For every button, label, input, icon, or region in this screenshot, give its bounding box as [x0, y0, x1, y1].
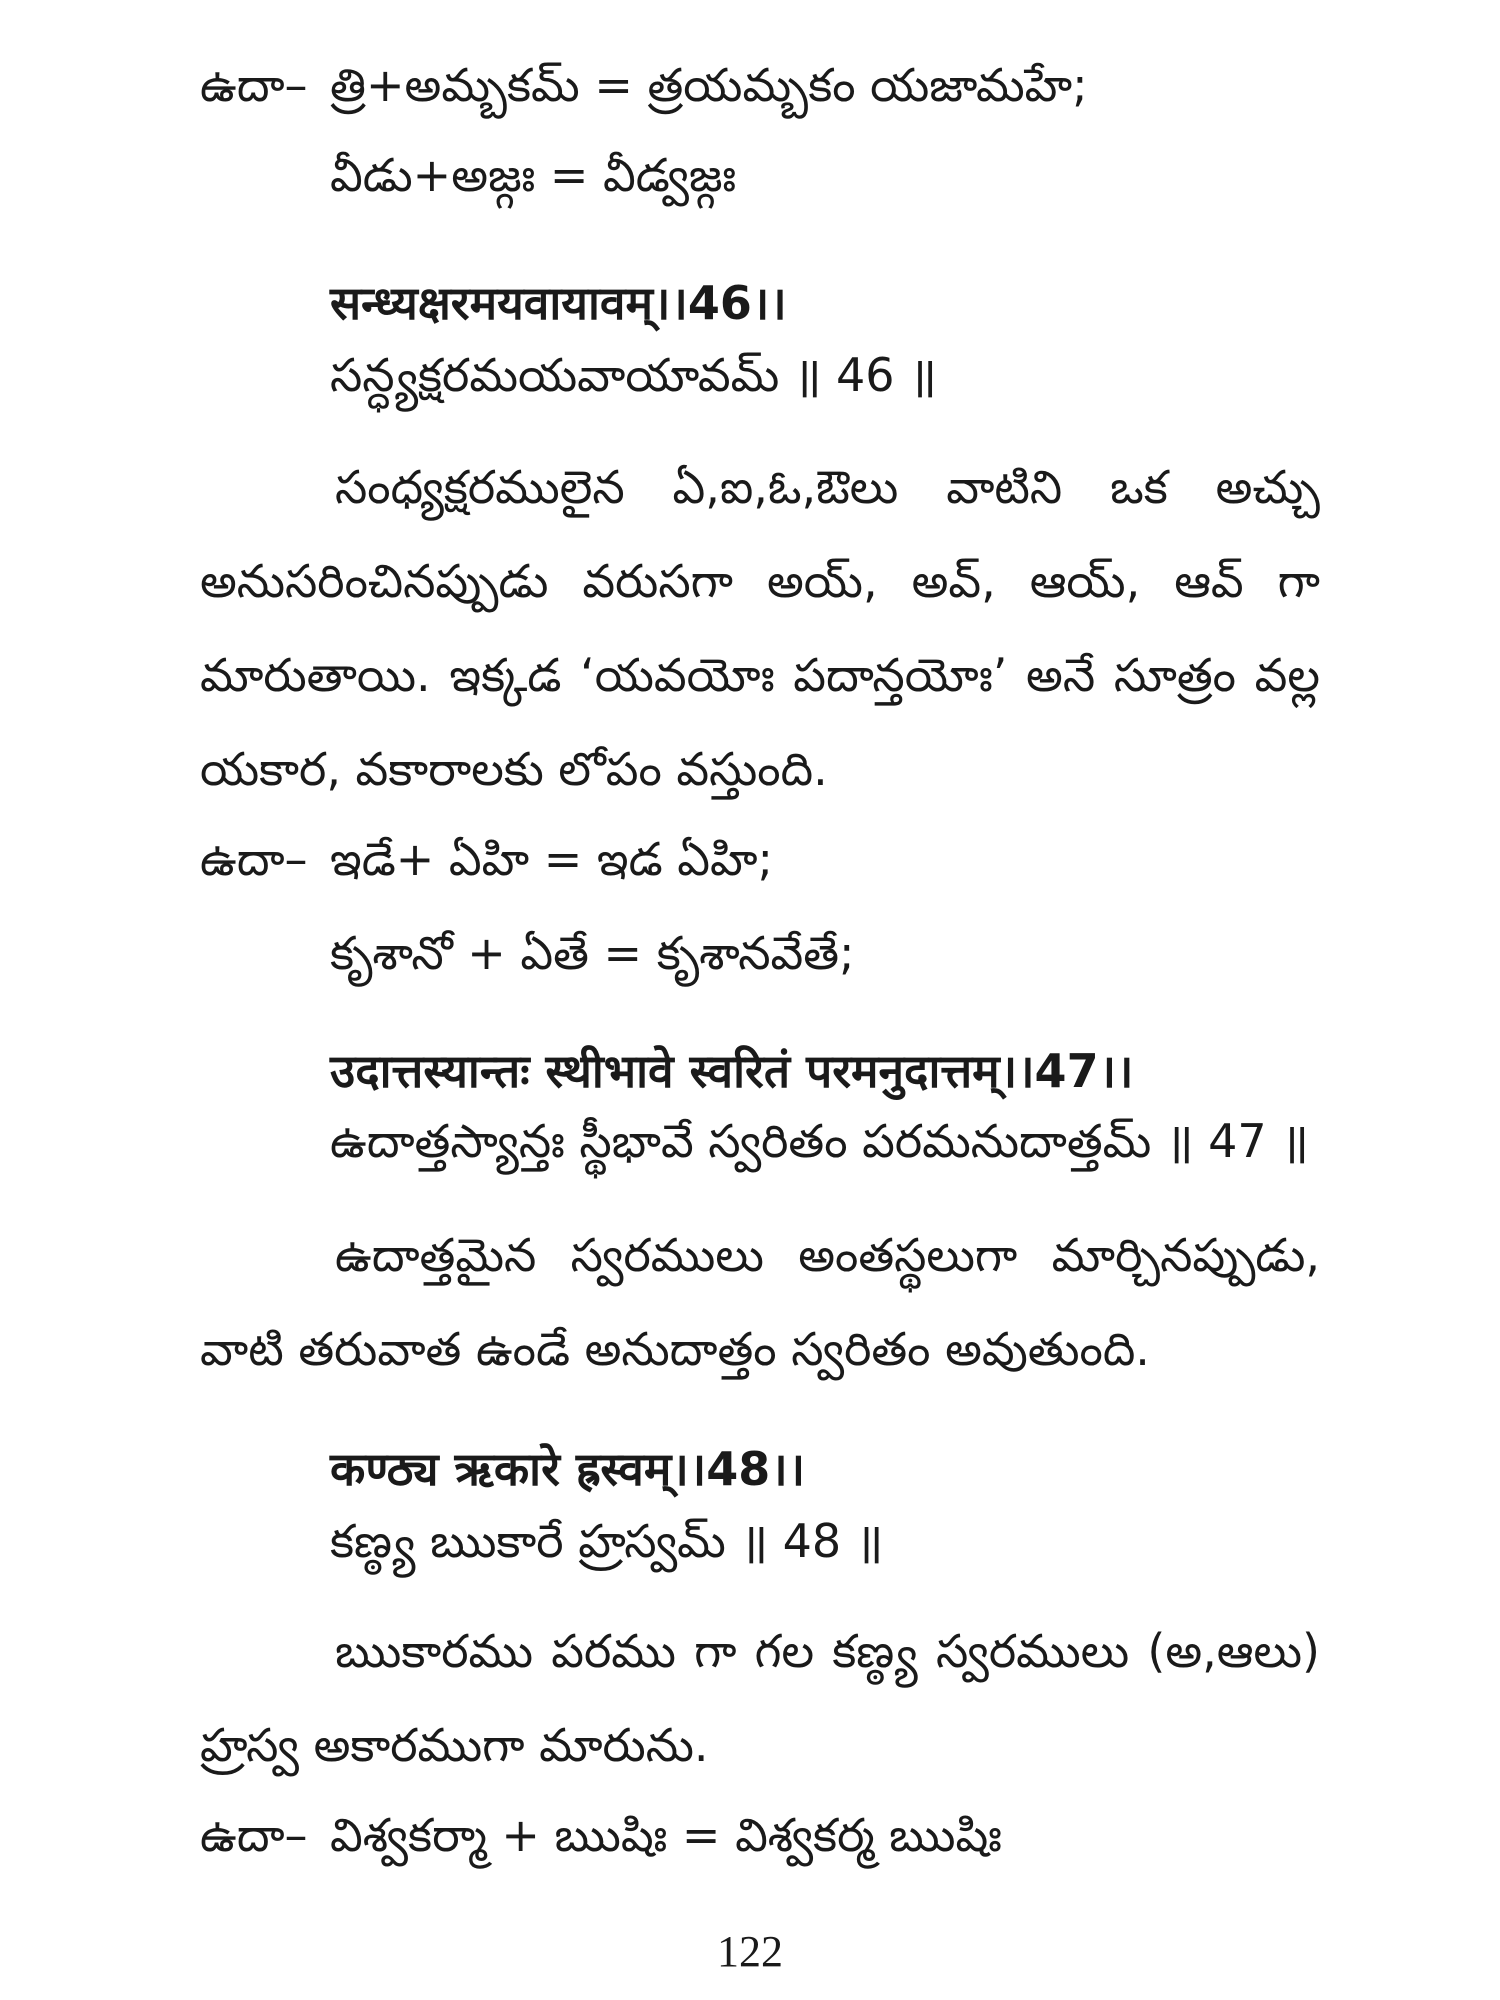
sutra-telugu: ఉదాత్తస్యాన్తః స్థీభావే స్వరితం పరమనుదాత్తమ్ ॥ 47 ॥	[330, 1114, 1309, 1168]
example-text: కృశానో + ఏతే = కృశానవేతే;	[330, 926, 855, 980]
example-text: విశ్వకర్మా + ఋషిః = విశ్వకర్మ ఋషిః	[330, 1808, 1002, 1862]
page-number: 122	[717, 1927, 783, 1976]
sutra-devanagari: कण्ठ्य ऋकारे ह्रस्वम्।।48।।	[330, 1442, 806, 1496]
example-line	[200, 832, 773, 886]
sutra-telugu: కణ్ఠ్య ఋకారే హ్రస్వమ్ ॥ 48 ॥	[330, 1514, 884, 1568]
example-text: త్రి+అమ్బకమ్ = త్రయమ్బకం యజామహే;	[330, 58, 1088, 112]
sutra-telugu: సన్ధ్యక్షరమయవాయావమ్ ॥ 46 ॥	[330, 348, 937, 402]
sutra-devanagari: सन्ध्यक्षरमयवायावम्।।46।।	[330, 276, 787, 330]
example-line	[330, 926, 855, 980]
sutra-explanation: ఋకారము పరము గా గల కణ్ఠ్య స్వరములు (అ,ఆలు) హ్రస్వ అకారముగా మారును.	[200, 1624, 1320, 1772]
example-text: ఇడే+ ఏహి = ఇడ ఏహి;	[330, 832, 773, 886]
sutra-explanation: ఉదాత్తమైన స్వరములు అంతస్థలుగా మార్చినప్పుడు, వాటి తరువాత ఉండే అనుదాత్తం స్వరితం అవుతుంది.	[200, 1228, 1320, 1376]
example-label: ఉదా–	[200, 58, 308, 112]
sutra-explanation: సంధ్యక్షరములైన ఏ,ఐ,ఓ,ఔలు వాటిని ఒక అచ్చు అనుసరించినప్పుడు వరుసగా అయ్, అవ్, ఆయ్, ఆవ్ గా మారుతాయి. ఇక్కడ ‘యవయోః పదాన్తయోః’ అనే సూత్రం వల్ల యకార, వకారాలకు లోపం వస్తుంది.	[200, 460, 1320, 796]
example-label: ఉదా–	[200, 832, 308, 886]
example-text: వీడు+అజ్గః = వీడ్వజ్గః	[330, 148, 737, 202]
example-line	[330, 148, 737, 202]
example-line	[200, 58, 1088, 112]
example-line	[200, 1808, 1002, 1862]
example-label: ఉదా–	[200, 1808, 308, 1862]
sutra-devanagari: उदात्तस्यान्तः स्थीभावे स्वरितं परमनुदात्तम्।।47।।	[330, 1044, 1134, 1098]
